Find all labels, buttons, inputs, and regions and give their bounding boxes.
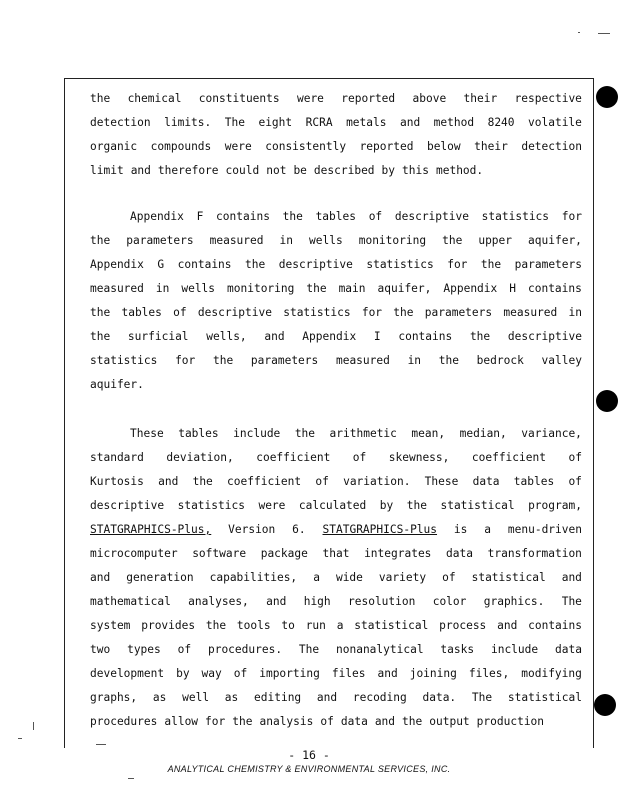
text-line: the surficial wells, and Appendix I contains the descriptive <box>90 330 582 343</box>
paragraph <box>90 205 582 397</box>
text-line: mathematical analyses, and high resolution color graphics. The <box>90 595 582 608</box>
scan-speck <box>598 33 610 34</box>
text-line: measured in wells monitoring the main aquifer, Appendix H contains <box>90 282 582 295</box>
footer-company-name: ANALYTICAL CHEMISTRY & ENVIRONMENTAL SERVICES, INC. <box>167 764 451 774</box>
paragraph <box>90 87 582 183</box>
page-number: - 16 - <box>288 748 330 762</box>
text-line: graphs, as well as editing and recoding data. The statistical <box>90 691 582 704</box>
text-line: statistics for the parameters measured in the bedrock valley <box>90 354 582 367</box>
text-line: STATGRAPHICS-Plus, Version 6. STATGRAPHICS-Plus is a menu-driven <box>90 523 582 536</box>
scan-speck <box>96 744 106 745</box>
text-line: These tables include the arithmetic mean, median, variance, <box>130 427 582 440</box>
binder-hole-top <box>596 86 618 108</box>
text-line: aquifer. <box>90 378 144 391</box>
text-line: descriptive statistics were calculated by the statistical program, <box>90 499 582 512</box>
text-line: organic compounds were consistently reported below their detection <box>90 140 582 153</box>
text-line: Appendix G contains the descriptive statistics for the parameters <box>90 258 582 271</box>
text-line: Kurtosis and the coefficient of variation. These data tables of <box>90 475 582 488</box>
paragraph <box>90 422 582 734</box>
scan-speck <box>578 32 580 33</box>
text-line: detection limits. The eight RCRA metals and method 8240 volatile <box>90 116 582 129</box>
text-line: the tables of descriptive statistics for the parameters measured in <box>90 306 582 319</box>
scan-speck <box>33 722 34 730</box>
text-line: Appendix F contains the tables of descriptive statistics for <box>130 210 582 223</box>
text-line: limit and therefore could not be described by this method. <box>90 164 484 177</box>
binder-hole-bottom <box>594 694 616 716</box>
text-line: system provides the tools to run a statistical process and contains <box>90 619 582 632</box>
text-line: two types of procedures. The nonanalytical tasks include data <box>90 643 582 656</box>
text-line: the chemical constituents were reported above their respective <box>90 92 582 105</box>
scan-speck <box>128 778 134 779</box>
text-line: development by way of importing files and joining files, modifying <box>90 667 582 680</box>
text-line: the parameters measured in wells monitoring the upper aquifer, <box>90 234 582 247</box>
text-line: microcomputer software package that integrates data transformation <box>90 547 582 560</box>
text-line: procedures allow for the analysis of data and the output production <box>90 715 545 728</box>
binder-hole-middle <box>596 390 618 412</box>
text-line: and generation capabilities, a wide variety of statistical and <box>90 571 582 584</box>
text-line: standard deviation, coefficient of skewness, coefficient of <box>90 451 582 464</box>
scan-speck <box>18 738 22 739</box>
